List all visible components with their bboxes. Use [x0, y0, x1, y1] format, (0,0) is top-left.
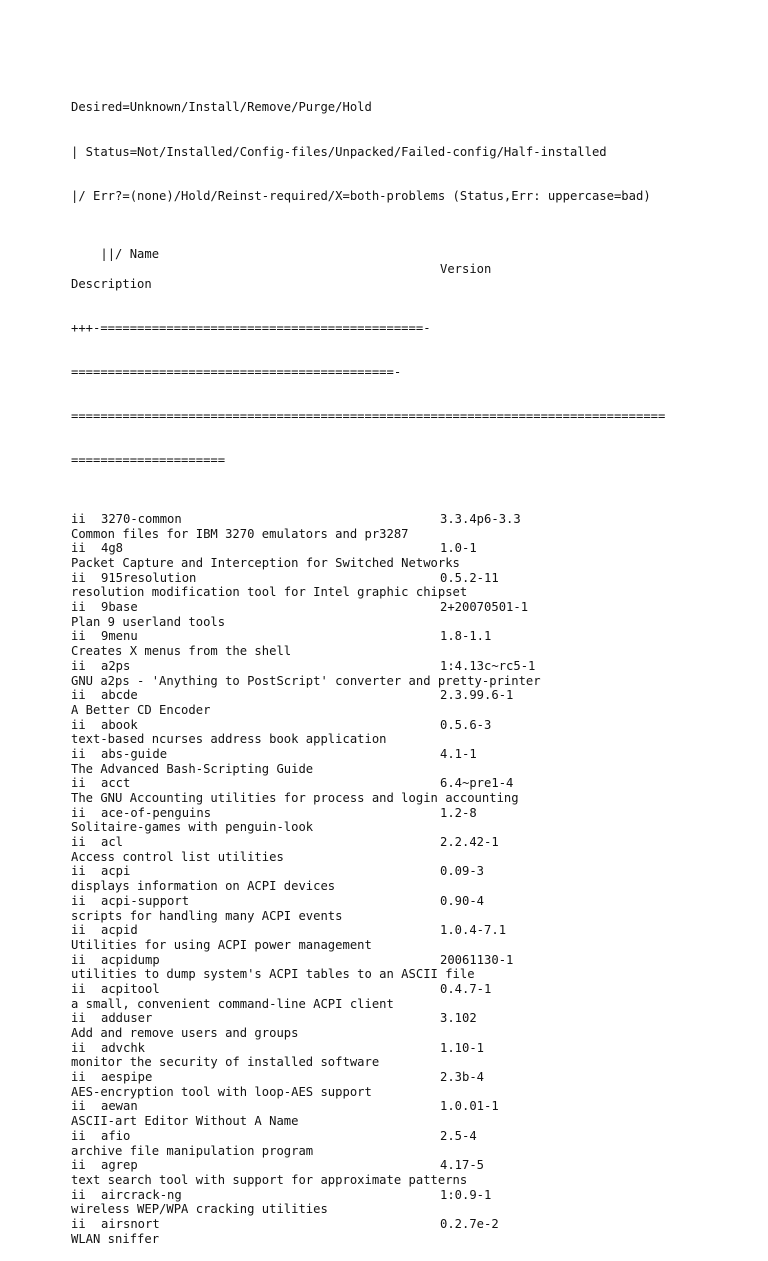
- package-status: ii: [71, 1158, 86, 1173]
- package-row: [71, 600, 731, 615]
- package-row: [71, 776, 731, 791]
- column-header-description: Description: [71, 276, 152, 291]
- package-name: abcde: [101, 688, 138, 703]
- package-listing: [71, 71, 731, 1261]
- package-row: [71, 571, 731, 586]
- package-description: Solitaire-games with penguin-look: [71, 820, 314, 835]
- package-name: a2ps: [101, 658, 131, 673]
- package-row: [71, 629, 731, 644]
- package-description: Plan 9 userland tools: [71, 614, 226, 629]
- package-status: ii: [71, 864, 86, 879]
- package-version: 20061130-1: [440, 952, 514, 967]
- package-version: 1.10-1: [440, 1040, 485, 1055]
- package-description: Creates X menus from the shell: [71, 644, 292, 659]
- package-version: 0.2.7e-2: [440, 1216, 499, 1231]
- package-name: acpitool: [101, 981, 160, 996]
- package-version: 1.2-8: [440, 805, 477, 820]
- column-header-version: Version: [440, 262, 492, 277]
- package-description: GNU a2ps - 'Anything to PostScript' converter and pretty-printer: [71, 673, 541, 688]
- package-version: 1.0.01-1: [440, 1099, 499, 1114]
- package-description: Packet Capture and Interception for Switched Networks: [71, 556, 460, 571]
- package-status: ii: [71, 1216, 86, 1231]
- package-status: ii: [71, 923, 86, 938]
- package-description: AES-encryption tool with loop-AES support: [71, 1084, 372, 1099]
- package-name: adduser: [101, 1011, 153, 1026]
- package-description: The GNU Accounting utilities for process and login accounting: [71, 791, 519, 806]
- package-status: ii: [71, 981, 86, 996]
- package-name: aewan: [101, 1099, 138, 1114]
- package-version: 2.2.42-1: [440, 835, 499, 850]
- package-status: ii: [71, 600, 86, 615]
- package-name: airsnort: [101, 1216, 160, 1231]
- column-header: [71, 233, 731, 277]
- package-description: The Advanced Bash-Scripting Guide: [71, 761, 314, 776]
- package-description: text search tool with support for approximate patterns: [71, 1172, 468, 1187]
- package-description: monitor the security of installed software: [71, 1055, 380, 1070]
- separator-line: =================================================================================: [71, 409, 666, 424]
- package-version: 0.90-4: [440, 893, 485, 908]
- package-name: abs-guide: [101, 746, 168, 761]
- package-status: ii: [71, 952, 86, 967]
- package-row: [71, 982, 731, 997]
- package-name: acpid: [101, 923, 138, 938]
- package-name: advchk: [101, 1040, 146, 1055]
- package-row: [71, 747, 731, 762]
- column-header-name: ||/ Name: [100, 247, 160, 262]
- package-version: 1:0.9-1: [440, 1187, 492, 1202]
- package-name: 9menu: [101, 629, 138, 644]
- package-status: ii: [71, 835, 86, 850]
- package-status: ii: [71, 658, 86, 673]
- legend-status: | Status=Not/Installed/Config-files/Unpacked/Failed-config/Half-installed: [71, 144, 607, 159]
- legend-desired: Desired=Unknown/Install/Remove/Purge/Hold: [71, 100, 372, 115]
- package-row: [71, 1217, 731, 1232]
- package-status: ii: [71, 805, 86, 820]
- package-version: 3.3.4p6-3.3: [440, 511, 521, 526]
- package-name: 3270-common: [101, 511, 182, 526]
- package-name: afio: [101, 1128, 131, 1143]
- package-description: displays information on ACPI devices: [71, 879, 336, 894]
- package-name: acpidump: [101, 952, 160, 967]
- package-status: ii: [71, 1128, 86, 1143]
- separator-line: ============================================-: [71, 364, 402, 379]
- package-version: 3.102: [440, 1011, 477, 1026]
- package-version: 4.17-5: [440, 1158, 485, 1173]
- package-description: ASCII-art Editor Without A Name: [71, 1114, 299, 1129]
- package-status: ii: [71, 1011, 86, 1026]
- package-status: ii: [71, 1187, 86, 1202]
- package-status: ii: [71, 746, 86, 761]
- package-version: 0.4.7-1: [440, 981, 492, 996]
- package-name: aespipe: [101, 1070, 153, 1085]
- package-row: [71, 1099, 731, 1114]
- package-row: [71, 835, 731, 850]
- package-description: wireless WEP/WPA cracking utilities: [71, 1202, 328, 1217]
- package-name: ace-of-penguins: [101, 805, 212, 820]
- package-status: ii: [71, 1040, 86, 1055]
- package-name: acl: [101, 835, 124, 850]
- package-description: a small, convenient command-line ACPI client: [71, 996, 394, 1011]
- package-row: [71, 659, 731, 674]
- package-status: ii: [71, 541, 86, 556]
- package-version: 2.3.99.6-1: [440, 688, 514, 703]
- package-status: ii: [71, 893, 86, 908]
- package-status: ii: [71, 629, 86, 644]
- package-description: Access control list utilities: [71, 849, 284, 864]
- package-description: archive file manipulation program: [71, 1143, 314, 1158]
- package-row: [71, 1188, 731, 1203]
- package-description: Utilities for using ACPI power management: [71, 937, 372, 952]
- package-name: abook: [101, 717, 138, 732]
- package-version: 1:4.13c~rc5-1: [440, 658, 536, 673]
- package-name: aircrack-ng: [101, 1187, 182, 1202]
- package-row: [71, 512, 731, 527]
- package-version: 2+20070501-1: [440, 600, 529, 615]
- package-version: 1.0.4-7.1: [440, 923, 507, 938]
- package-row: [71, 541, 731, 556]
- package-row: [71, 688, 731, 703]
- package-name: acct: [101, 776, 131, 791]
- package-description: resolution modification tool for Intel graphic chipset: [71, 585, 468, 600]
- package-status: ii: [71, 1070, 86, 1085]
- package-name: acpi: [101, 864, 131, 879]
- package-status: ii: [71, 776, 86, 791]
- package-row: [71, 1041, 731, 1056]
- package-description: scripts for handling many ACPI events: [71, 908, 343, 923]
- package-description: WLAN sniffer: [71, 1231, 160, 1246]
- package-version: 1.8-1.1: [440, 629, 492, 644]
- package-name: agrep: [101, 1158, 138, 1173]
- legend-err: |/ Err?=(none)/Hold/Reinst-required/X=both-problems (Status,Err: uppercase=bad): [71, 188, 651, 203]
- package-row: [71, 806, 731, 821]
- separator-line: +++-============================================-: [71, 320, 431, 335]
- package-status: ii: [71, 1099, 86, 1114]
- package-row: [71, 923, 731, 938]
- package-row: [71, 1129, 731, 1144]
- package-description: text-based ncurses address book application: [71, 732, 387, 747]
- package-version: 0.5.2-11: [440, 570, 499, 585]
- package-version: 0.09-3: [440, 864, 485, 879]
- package-version: 0.5.6-3: [440, 717, 492, 732]
- package-version: 2.5-4: [440, 1128, 477, 1143]
- package-row: [71, 894, 731, 909]
- package-version: 1.0-1: [440, 541, 477, 556]
- package-description: Add and remove users and groups: [71, 1026, 299, 1041]
- package-row: [71, 718, 731, 733]
- package-name: 915resolution: [101, 570, 197, 585]
- package-version: 4.1-1: [440, 746, 477, 761]
- package-list: [71, 512, 731, 1246]
- separator-line: =====================: [71, 453, 226, 468]
- package-status: ii: [71, 511, 86, 526]
- package-description: A Better CD Encoder: [71, 702, 211, 717]
- package-row: [71, 864, 731, 879]
- package-name: acpi-support: [101, 893, 190, 908]
- package-row: [71, 953, 731, 968]
- package-description: utilities to dump system's ACPI tables to an ASCII file: [71, 967, 475, 982]
- package-version: 6.4~pre1-4: [440, 776, 514, 791]
- package-row: [71, 1158, 731, 1173]
- package-name: 9base: [101, 600, 138, 615]
- package-name: 4g8: [101, 541, 124, 556]
- package-status: ii: [71, 717, 86, 732]
- package-version: 2.3b-4: [440, 1070, 485, 1085]
- package-status: ii: [71, 570, 86, 585]
- package-status: ii: [71, 688, 86, 703]
- package-description: Common files for IBM 3270 emulators and pr3287: [71, 526, 409, 541]
- package-row: [71, 1070, 731, 1085]
